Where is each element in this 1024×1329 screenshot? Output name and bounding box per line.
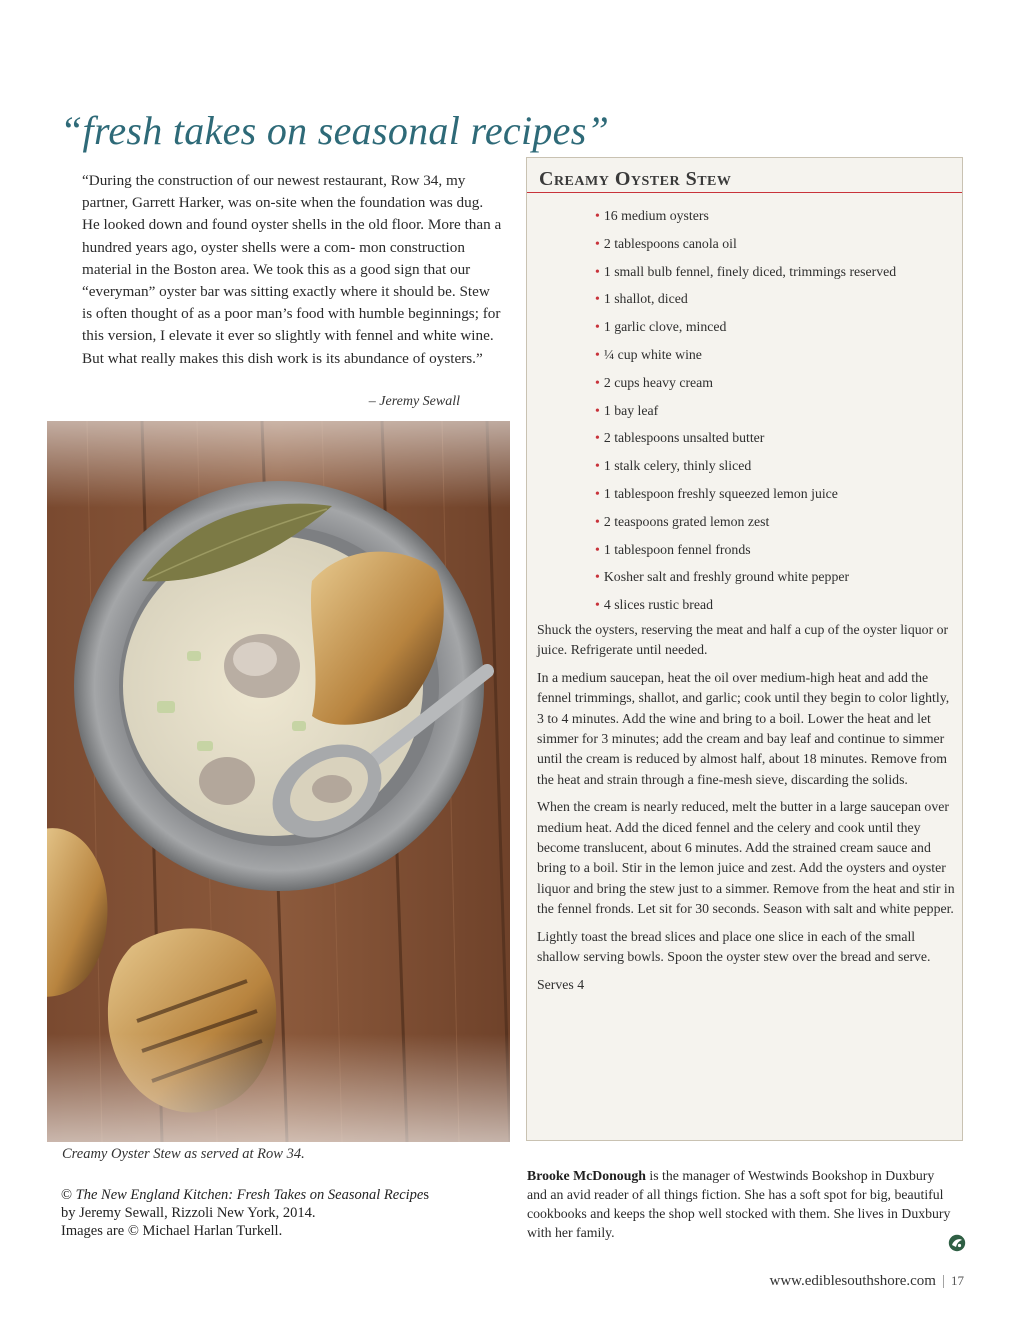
bullet-icon: • [595, 541, 600, 557]
bullet-icon: • [595, 513, 600, 529]
ingredient-item [595, 397, 896, 425]
ingredient-text: 2 teaspoons grated lemon zest [603, 513, 770, 529]
ingredient-item [595, 424, 896, 452]
ingredient-text: 1 tablespoon freshly squeezed lemon juice [603, 485, 838, 501]
ingredient-item [595, 563, 896, 591]
chef-quote: “During the construction of our newest restaurant, Row 34, my partner, Garrett Harker, was on-site when the foundation was dug. He looked down and found oyster shells in the old floor. More than a hundred years ago, oyster shells were a com- mon construction material in the Boston area. We took this as a good sign that our “everyman” oyster bar was sitting exactly where it should be. Stew is often thought of as a poor man’s food with humble beginnings; for this version, I elevate it ever so slightly with fennel and white wine. But what really makes this dish work is its abundance of oysters.” [82, 172, 502, 367]
ingredient-text: ¼ cup white wine [603, 346, 702, 362]
oyster-stew-photo [47, 421, 510, 1142]
bullet-icon: • [595, 597, 600, 613]
recipe-step: Shuck the oysters, reserving the meat and half a cup of the oyster liquor or juice. Refrigerate until needed. [537, 622, 949, 658]
ingredient-item [595, 230, 896, 258]
bullet-icon: • [595, 263, 600, 279]
ingredient-text: 1 small bulb fennel, finely diced, trimmings reserved [603, 263, 897, 279]
ingredient-text: Kosher salt and freshly ground white pepper [603, 569, 850, 585]
bio-name: Brooke McDonough [527, 1168, 646, 1183]
bio-text: is the manager of Westwinds Bookshop in Duxbury and an avid reader of all things fiction. She has a soft spot for big, beautiful cookbooks and keeps the shop well stocked with them. She lives in Duxbury with her family. [527, 1168, 951, 1240]
photo-caption: Creamy Oyster Stew as served at Row 34. [62, 1146, 305, 1162]
bullet-icon: • [595, 235, 600, 251]
ingredient-text: 1 shallot, diced [603, 291, 688, 307]
bullet-icon: • [595, 430, 600, 446]
recipe-title: Creamy Oyster Stew [539, 168, 732, 190]
recipe-servings: Serves 4 [537, 976, 585, 992]
bullet-icon: • [595, 569, 600, 585]
ingredient-item [595, 285, 896, 313]
recipe-steps [537, 620, 957, 1002]
bullet-icon: • [595, 319, 600, 335]
footer-separator: | [941, 1273, 945, 1289]
ingredient-item [595, 258, 896, 286]
book-title: The New England Kitchen: Fresh Takes on Seasonal Recipe [75, 1187, 424, 1203]
credit-line-2: by Jeremy Sewall, Rizzoli New York, 2014. [61, 1205, 316, 1221]
ingredient-text: 1 garlic clove, minced [603, 319, 727, 335]
recipe-step: In a medium saucepan, heat the oil over medium-high heat and add the fennel trimmings, shallot, and garlic; cook until they begin to color lightly, 3 to 4 minutes. Add the wine and bring to a boil. Lower the heat and let simmer for 3 minutes; add the cream and bay leaf and continue to simmer until the cream is reduced by almost half, about 18 minutes. Remove from the heat and strain through a fine-mesh sieve, discarding the solids. [537, 669, 950, 787]
book-credit [61, 1186, 501, 1240]
ingredient-text: 16 medium oysters [603, 208, 709, 223]
ingredient-text: 2 tablespoons canola oil [603, 235, 737, 251]
bullet-icon: • [595, 291, 600, 307]
ingredient-text: 2 tablespoons unsalted butter [603, 430, 765, 446]
bullet-icon: • [595, 374, 600, 390]
book-title-tail: s [423, 1187, 429, 1203]
ingredient-item [595, 452, 896, 480]
bullet-icon: • [595, 402, 600, 418]
page-headline: “fresh takes on seasonal recipes” [60, 108, 610, 153]
bullet-icon: • [595, 485, 600, 501]
ingredient-text: 1 stalk celery, thinly sliced [603, 458, 752, 474]
ingredient-item [595, 508, 896, 536]
recipe-box [526, 157, 963, 1141]
title-rule [527, 192, 962, 193]
ingredient-text: 1 bay leaf [603, 402, 659, 418]
ingredient-item [595, 591, 896, 619]
ingredient-item [595, 480, 896, 508]
ingredient-text: 4 slices rustic bread [603, 597, 714, 613]
credit-line-1 [61, 1186, 501, 1204]
ingredient-item [595, 341, 896, 369]
page-footer [769, 1273, 964, 1290]
ingredient-item [595, 536, 896, 564]
recipe-step: Lightly toast the bread slices and place one slice in each of the small shallow serving bowls. Spoon the oyster stew over the bread and serve. [537, 928, 931, 965]
credit-line-3: Images are © Michael Harlan Turkell. [61, 1223, 283, 1239]
ingredient-item [595, 313, 896, 341]
bullet-icon: • [595, 458, 600, 474]
ingredient-item [595, 202, 896, 230]
copyright-symbol: © [61, 1187, 73, 1203]
quote-attribution: – Jeremy Sewall [368, 394, 460, 409]
page-number: 17 [951, 1273, 964, 1288]
recipe-step: When the cream is nearly reduced, melt the butter in a large saucepan over medium heat. Add the diced fennel and the celery and cook until they become translucent, about 6 minutes. Add the strained cream sauce and bring to a boil. Stir in the lemon juice and zest. Add the oysters and oyster liquor and bring the stew just to a simmer. Remove from the heat and stir in the fennel fronds. Let sit for 30 seconds. Season with salt and white pepper. [537, 799, 955, 917]
author-bio [527, 1166, 957, 1242]
footer-website: www.ediblesouthshore.com [769, 1273, 936, 1289]
ingredient-text: 1 tablespoon fennel fronds [603, 541, 751, 557]
ingredient-list [595, 202, 896, 619]
bullet-icon: • [595, 346, 600, 362]
ingredient-item [595, 369, 896, 397]
bullet-icon: • [595, 208, 600, 223]
oyster-stew-photo-image [47, 421, 510, 1142]
edible-logo-icon [948, 1234, 966, 1252]
ingredient-text: 2 cups heavy cream [603, 374, 714, 390]
